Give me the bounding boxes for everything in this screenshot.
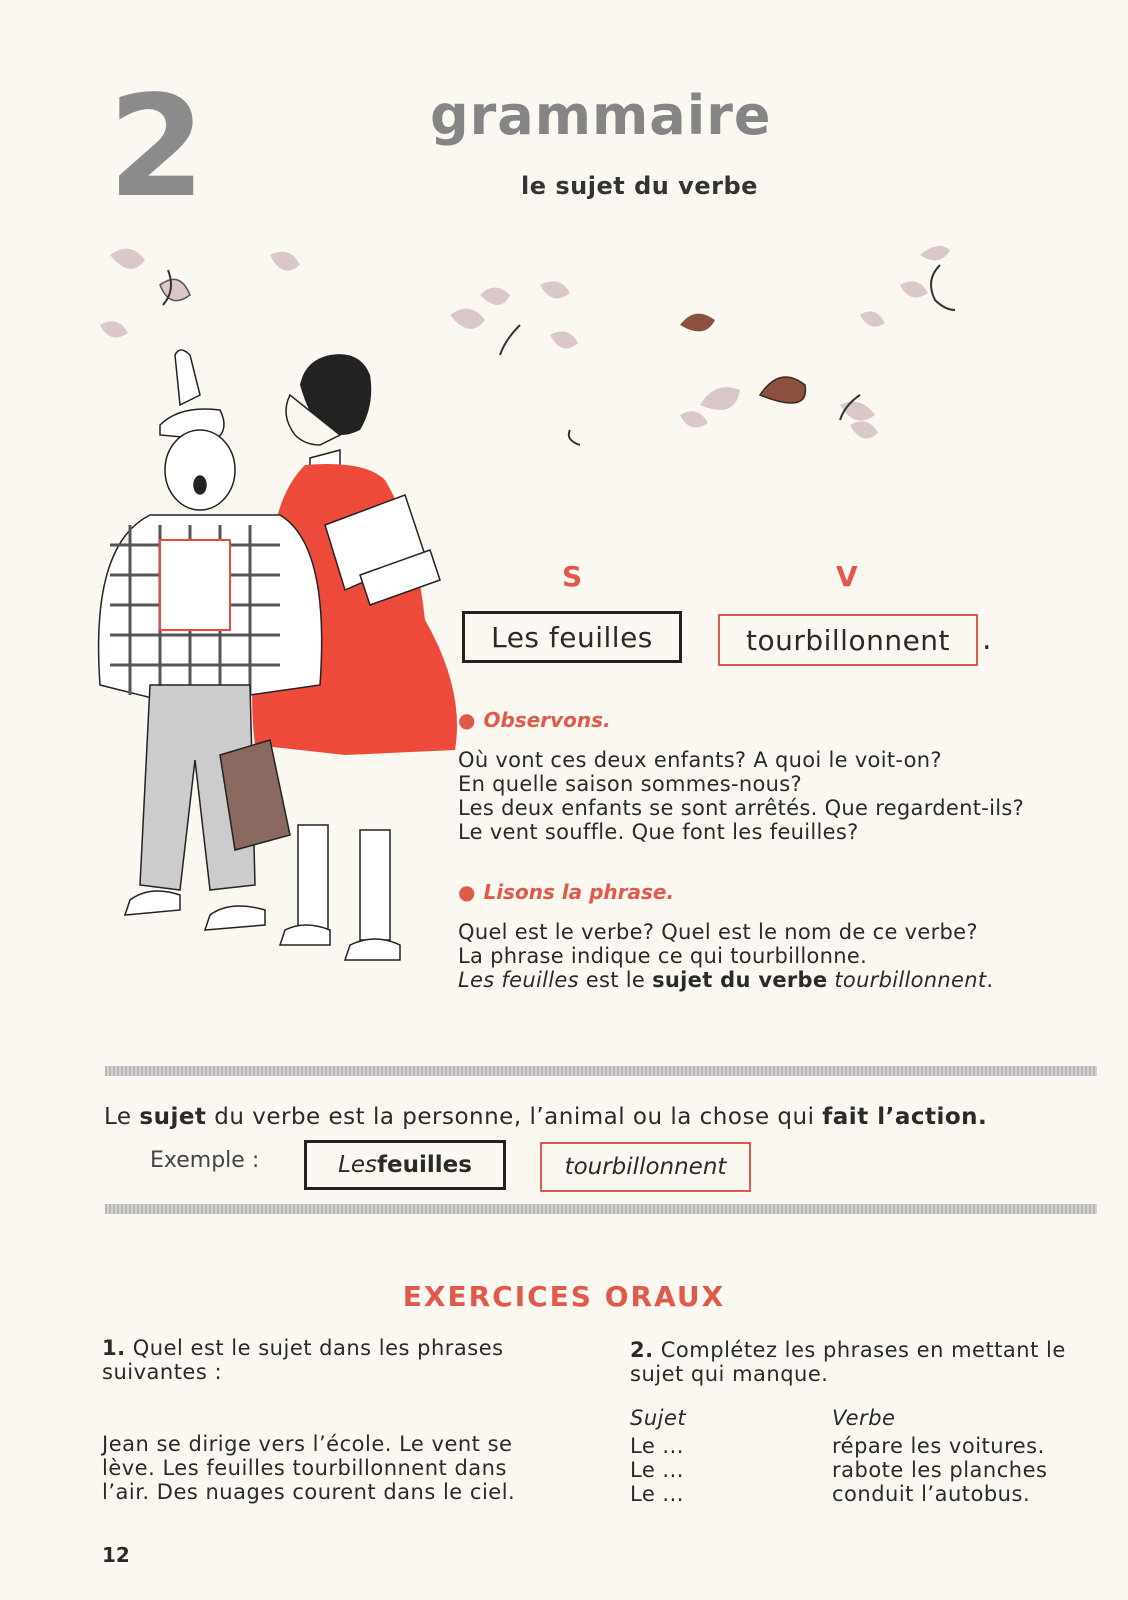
col-verb-header: Verbe [832, 1406, 896, 1430]
observons-paragraph [458, 748, 1024, 844]
example-subject-box: Les feuilles [304, 1140, 506, 1190]
subject-box: Les feuilles [462, 611, 682, 663]
rule-definition: Le sujet du verbe est la personne, l’animal ou la chose qui fait l’action. [104, 1104, 988, 1130]
exercise-1-text [102, 1432, 572, 1504]
subject-marker: S [562, 560, 583, 593]
text-line: Les deux enfants se sont arrêtés. Que regardent-ils? [458, 796, 1025, 820]
verb-cell: rabote les planches [832, 1458, 1048, 1482]
text-line: Jean se dirige vers l’école. Le vent se [102, 1432, 513, 1456]
boy-icon [99, 350, 322, 930]
exercise-1: 1. Quel est le sujet dans les phrases suivantes : [102, 1336, 562, 1384]
subject-column [630, 1434, 684, 1506]
text-line: En quelle saison sommes-nous? [458, 772, 802, 796]
text-line: lève. Les feuilles tourbillonnent dans [102, 1456, 507, 1480]
bullet-icon: ● [458, 880, 476, 904]
verb-column [832, 1434, 1047, 1506]
col-subject-header: Sujet [630, 1406, 687, 1430]
verb-marker: V [836, 560, 858, 593]
verb-cell: conduit l’autobus. [832, 1482, 1031, 1506]
example-label: Exemple : [150, 1148, 260, 1173]
subject-cell: Le ... [630, 1434, 684, 1458]
verb-box: tourbillonnent [718, 614, 978, 666]
example-verb-box: tourbillonnent [540, 1142, 751, 1192]
exercises-title: EXERCICES ORAUX [402, 1280, 726, 1313]
sentence-period: . [982, 622, 992, 657]
lisons-heading: ● Lisons la phrase. [458, 880, 675, 904]
observons-heading: ● Observons. [458, 708, 611, 732]
page-number: 12 [102, 1543, 130, 1567]
text-line: l’air. Des nuages courent dans le ciel. [102, 1480, 516, 1504]
subject-cell: Le ... [630, 1482, 684, 1506]
divider-top [105, 1066, 1097, 1076]
lesson-number: 2 [108, 66, 206, 229]
falling-leaves-icon [100, 246, 950, 438]
bullet-icon: ● [458, 708, 476, 732]
subject-cell: Le ... [630, 1458, 684, 1482]
page-subtitle: le sujet du verbe [521, 172, 758, 200]
text-line: Le vent souffle. Que font les feuilles? [458, 820, 859, 844]
exercise-1-prompt-cont: suivantes : [102, 1360, 223, 1384]
divider-bottom [105, 1204, 1097, 1214]
verb-cell: répare les voitures. [832, 1434, 1045, 1458]
text-line: Où vont ces deux enfants? A quoi le voit-on? [458, 748, 942, 772]
exercise-2: 2. Complétez les phrases en mettant le sujet qui manque. [630, 1338, 1100, 1386]
lisons-paragraph [458, 920, 993, 992]
exercise-2-prompt-cont: sujet qui manque. [630, 1362, 829, 1386]
page-title: grammaire [430, 84, 772, 147]
text-line: Les feuilles est le sujet du verbe tourbillonnent. [458, 968, 994, 992]
text-line: La phrase indique ce qui tourbillonne. [458, 944, 868, 968]
text-line: Quel est le verbe? Quel est le nom de ce verbe? [458, 920, 978, 944]
